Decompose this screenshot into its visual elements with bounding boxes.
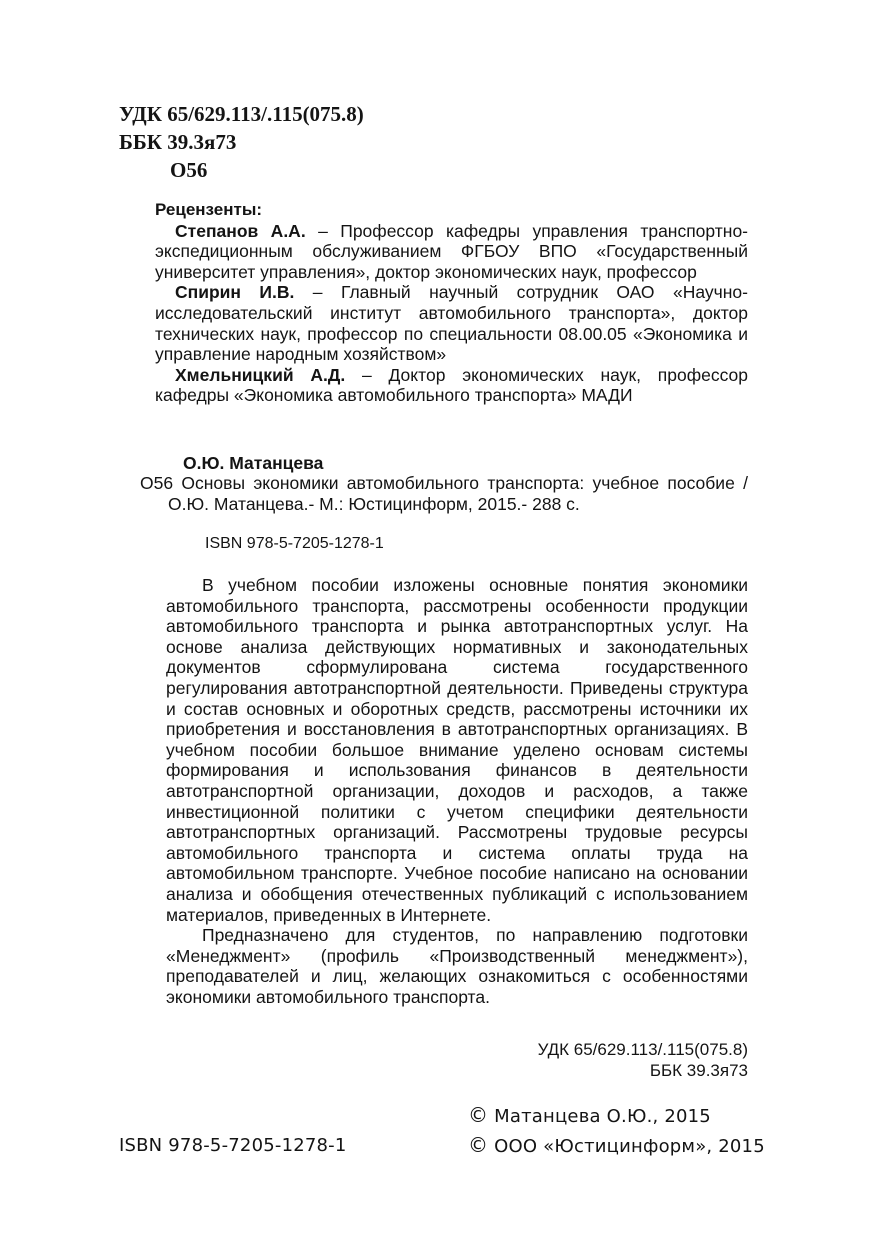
reviewer-entry xyxy=(155,221,748,283)
annotation-paragraph: В учебном пособии изложены основные понятия экономики автомобильного транспорта, рассмотрены особенности продукции автомобильного транспорта и рынка автотранспортных услуг. На основе анализа действующих нормативных и законодательных документов сформулирована система государственного регулирования автотранспортной деятельности. Приведены структура и состав основных и оборотных средств, рассмотрены источники их приобретения и восстановления в автотранспортных организациях. В учебном пособии большое внимание уделено основам системы формирования и использования финансов в деятельности автотранспортной организации, доходов и расходов, а также инвестиционной политики с учетом специфики деятельности автотранспортных организаций. Рассмотрены трудовые ресурсы автомобильного транспорта и система оплаты труда на автомобильном транспорте. Учебное пособие написано на основании анализа и обобщения отечественных публикаций с использованием материалов, приведенных в Интернете. xyxy=(166,575,748,925)
copyright-author-text: Матанцева О.Ю., 2015 xyxy=(494,1106,711,1127)
annotation xyxy=(166,575,748,1007)
bbk-header: ББК 39.3я73 xyxy=(119,130,237,154)
bibliographic-entry: О56 Основы экономики автомобильного транспорта: учебное пособие / О.Ю. Матанцева.- М.: Юстицинформ, 2015.- 288 с. xyxy=(140,473,748,514)
copyright-icon: © xyxy=(468,1133,489,1157)
reviewer-entry xyxy=(155,282,748,364)
reviewer-description: – Доктор экономических наук, профессор кафедры «Экономика автомобильного транспорта» МАДИ xyxy=(155,364,748,406)
isbn-footer: ISBN 978-5-7205-1278-1 xyxy=(119,1135,347,1156)
reviewer-description: – Профессор кафедры управления транспортно-экспедиционным обслуживанием ФГБОУ ВПО «Государственный университет управления», доктор экономических наук, профессор xyxy=(155,220,749,282)
author-name: О.Ю. Матанцева xyxy=(183,453,324,473)
annotation-paragraph: Предназначено для студентов, по направлению подготовки «Менеджмент» (профиль «Производственный менеджмент»), преподавателей и лиц, желающих ознакомиться с особенностями экономики автомобильного транспорта. xyxy=(166,925,748,1007)
reviewer-entry xyxy=(155,365,748,406)
reviewer-description: – Главный научный сотрудник ОАО «Научно-исследовательский институт автомобильного транспорта», доктор технических наук, профессор по специальности 08.00.05 «Экономика и управление народным хозяйством» xyxy=(155,282,748,365)
reviewer-name: Степанов А.А. xyxy=(175,220,306,241)
reviewers-heading: Рецензенты: xyxy=(155,200,262,219)
bbk-footer: ББК 39.3я73 xyxy=(649,1061,748,1080)
reviewer-name: Спирин И.В. xyxy=(175,282,295,303)
copyright-icon: © xyxy=(468,1103,489,1127)
copyright-publisher xyxy=(468,1131,765,1161)
copyright-author xyxy=(468,1101,765,1131)
isbn-line: ISBN 978-5-7205-1278-1 xyxy=(205,535,384,552)
udk-header: УДК 65/629.113/.115(075.8) xyxy=(119,102,364,126)
reviewers-section xyxy=(155,200,748,406)
author-code: О56 xyxy=(170,158,208,182)
udk-footer: УДК 65/629.113/.115(075.8) xyxy=(537,1040,748,1059)
reviewer-name: Хмельницкий А.Д. xyxy=(175,364,346,385)
copyright-block xyxy=(468,1101,765,1161)
classification-block xyxy=(538,1039,748,1081)
copyright-publisher-text: ООО «Юстицинформ», 2015 xyxy=(494,1136,765,1157)
